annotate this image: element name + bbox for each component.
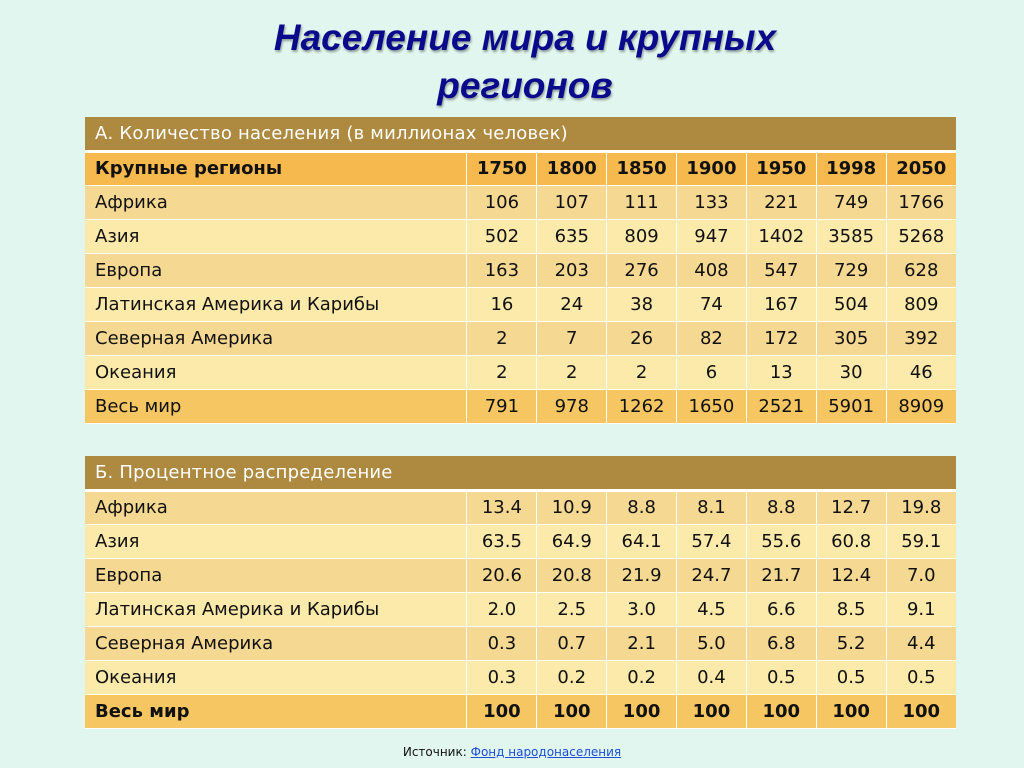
value-cell: 8909	[886, 389, 956, 423]
value-cell: 1402	[746, 219, 816, 253]
value-cell: 107	[537, 185, 607, 219]
value-cell: 221	[746, 185, 816, 219]
value-cell: 0.5	[816, 660, 886, 694]
header-cell-regions: Крупные регионы	[85, 151, 467, 185]
value-cell: 2	[537, 355, 607, 389]
value-cell: 502	[467, 219, 537, 253]
value-cell: 809	[607, 219, 677, 253]
value-cell: 0.5	[746, 660, 816, 694]
value-cell: 392	[886, 321, 956, 355]
value-cell: 1766	[886, 185, 956, 219]
value-cell: 947	[677, 219, 747, 253]
region-cell: Северная Америка	[85, 626, 467, 660]
value-cell: 172	[746, 321, 816, 355]
value-cell: 100	[537, 694, 607, 728]
region-cell: Европа	[85, 253, 467, 287]
region-cell: Океания	[85, 660, 467, 694]
value-cell: 10.9	[537, 490, 607, 524]
value-cell: 2	[467, 321, 537, 355]
value-cell: 46	[886, 355, 956, 389]
region-cell: Весь мир	[85, 694, 467, 728]
value-cell: 5901	[816, 389, 886, 423]
value-cell: 791	[467, 389, 537, 423]
value-cell: 24.7	[677, 558, 747, 592]
value-cell: 59.1	[886, 524, 956, 558]
value-cell: 0.3	[467, 626, 537, 660]
value-cell: 63.5	[467, 524, 537, 558]
value-cell: 0.4	[677, 660, 747, 694]
region-cell: Весь мир	[85, 389, 467, 423]
value-cell: 276	[607, 253, 677, 287]
value-cell: 26	[607, 321, 677, 355]
value-cell: 1262	[607, 389, 677, 423]
value-cell: 16	[467, 287, 537, 321]
value-cell: 20.6	[467, 558, 537, 592]
value-cell: 547	[746, 253, 816, 287]
value-cell: 0.3	[467, 660, 537, 694]
value-cell: 100	[886, 694, 956, 728]
value-cell: 2.1	[607, 626, 677, 660]
region-cell: Африка	[85, 490, 467, 524]
value-cell: 64.9	[537, 524, 607, 558]
value-cell: 38	[607, 287, 677, 321]
region-cell: Азия	[85, 524, 467, 558]
value-cell: 167	[746, 287, 816, 321]
value-cell: 5.0	[677, 626, 747, 660]
table-row	[85, 219, 956, 253]
region-cell: Европа	[85, 558, 467, 592]
value-cell: 0.2	[537, 660, 607, 694]
table-caption: А. Количество населения (в миллионах человек)	[85, 117, 956, 151]
value-cell: 13.4	[467, 490, 537, 524]
value-cell: 55.6	[746, 524, 816, 558]
value-cell: 1650	[677, 389, 747, 423]
table-caption-row	[85, 117, 956, 151]
page-title: Население мира и крупных регионов	[273, 17, 777, 106]
value-cell: 5.2	[816, 626, 886, 660]
region-cell: Океания	[85, 355, 467, 389]
value-cell: 2.5	[537, 592, 607, 626]
value-cell: 635	[537, 219, 607, 253]
value-cell: 2.0	[467, 592, 537, 626]
table-row	[85, 592, 956, 626]
source-label: Источник:	[402, 745, 467, 759]
table-row	[85, 287, 956, 321]
value-cell: 100	[607, 694, 677, 728]
value-cell: 8.5	[816, 592, 886, 626]
value-cell: 100	[816, 694, 886, 728]
value-cell: 504	[816, 287, 886, 321]
value-cell: 0.5	[886, 660, 956, 694]
value-cell: 100	[467, 694, 537, 728]
value-cell: 6	[677, 355, 747, 389]
value-cell: 8.8	[607, 490, 677, 524]
table-row	[85, 490, 956, 524]
table-row	[85, 524, 956, 558]
source-link[interactable]: Фонд народонаселения	[470, 745, 622, 759]
value-cell: 111	[607, 185, 677, 219]
value-cell: 106	[467, 185, 537, 219]
value-cell: 2	[607, 355, 677, 389]
header-cell-year: 1800	[537, 151, 607, 185]
header-cell-year: 1850	[607, 151, 677, 185]
value-cell: 6.8	[746, 626, 816, 660]
percentage-table	[85, 456, 956, 729]
value-cell: 8.1	[677, 490, 747, 524]
table-row	[85, 660, 956, 694]
value-cell: 21.7	[746, 558, 816, 592]
value-cell: 30	[816, 355, 886, 389]
value-cell: 203	[537, 253, 607, 287]
value-cell: 978	[537, 389, 607, 423]
value-cell: 4.5	[677, 592, 747, 626]
value-cell: 3585	[816, 219, 886, 253]
value-cell: 7.0	[886, 558, 956, 592]
value-cell: 9.1	[886, 592, 956, 626]
value-cell: 305	[816, 321, 886, 355]
value-cell: 408	[677, 253, 747, 287]
value-cell: 19.8	[886, 490, 956, 524]
header-cell-year: 1998	[816, 151, 886, 185]
table-row	[85, 558, 956, 592]
value-cell: 100	[677, 694, 747, 728]
value-cell: 60.8	[816, 524, 886, 558]
header-cell-year: 1900	[677, 151, 747, 185]
table-row	[85, 185, 956, 219]
value-cell: 4.4	[886, 626, 956, 660]
region-cell: Латинская Америка и Карибы	[85, 287, 467, 321]
value-cell: 809	[886, 287, 956, 321]
table-row	[85, 355, 956, 389]
value-cell: 82	[677, 321, 747, 355]
value-cell: 100	[746, 694, 816, 728]
region-cell: Северная Америка	[85, 321, 467, 355]
region-cell: Африка	[85, 185, 467, 219]
value-cell: 729	[816, 253, 886, 287]
table-total-row	[85, 694, 956, 728]
value-cell: 20.8	[537, 558, 607, 592]
value-cell: 0.2	[607, 660, 677, 694]
table-header-row	[85, 151, 956, 185]
value-cell: 12.7	[816, 490, 886, 524]
table-row	[85, 626, 956, 660]
value-cell: 749	[816, 185, 886, 219]
value-cell: 628	[886, 253, 956, 287]
value-cell: 21.9	[607, 558, 677, 592]
value-cell: 2	[467, 355, 537, 389]
table-row	[85, 321, 956, 355]
value-cell: 24	[537, 287, 607, 321]
value-cell: 13	[746, 355, 816, 389]
value-cell: 5268	[886, 219, 956, 253]
header-cell-year: 1750	[467, 151, 537, 185]
value-cell: 74	[677, 287, 747, 321]
table-row	[85, 253, 956, 287]
header-cell-year: 1950	[746, 151, 816, 185]
region-cell: Латинская Америка и Карибы	[85, 592, 467, 626]
table-caption-row	[85, 456, 956, 490]
header-cell-year: 2050	[886, 151, 956, 185]
value-cell: 12.4	[816, 558, 886, 592]
value-cell: 163	[467, 253, 537, 287]
table-caption: Б. Процентное распределение	[85, 456, 956, 490]
value-cell: 2521	[746, 389, 816, 423]
population-table	[85, 117, 956, 424]
value-cell: 8.8	[746, 490, 816, 524]
table-total-row	[85, 389, 956, 423]
value-cell: 133	[677, 185, 747, 219]
value-cell: 3.0	[607, 592, 677, 626]
value-cell: 64.1	[607, 524, 677, 558]
source-note	[0, 745, 1024, 759]
value-cell: 7	[537, 321, 607, 355]
region-cell: Азия	[85, 219, 467, 253]
value-cell: 6.6	[746, 592, 816, 626]
value-cell: 57.4	[677, 524, 747, 558]
value-cell: 0.7	[537, 626, 607, 660]
